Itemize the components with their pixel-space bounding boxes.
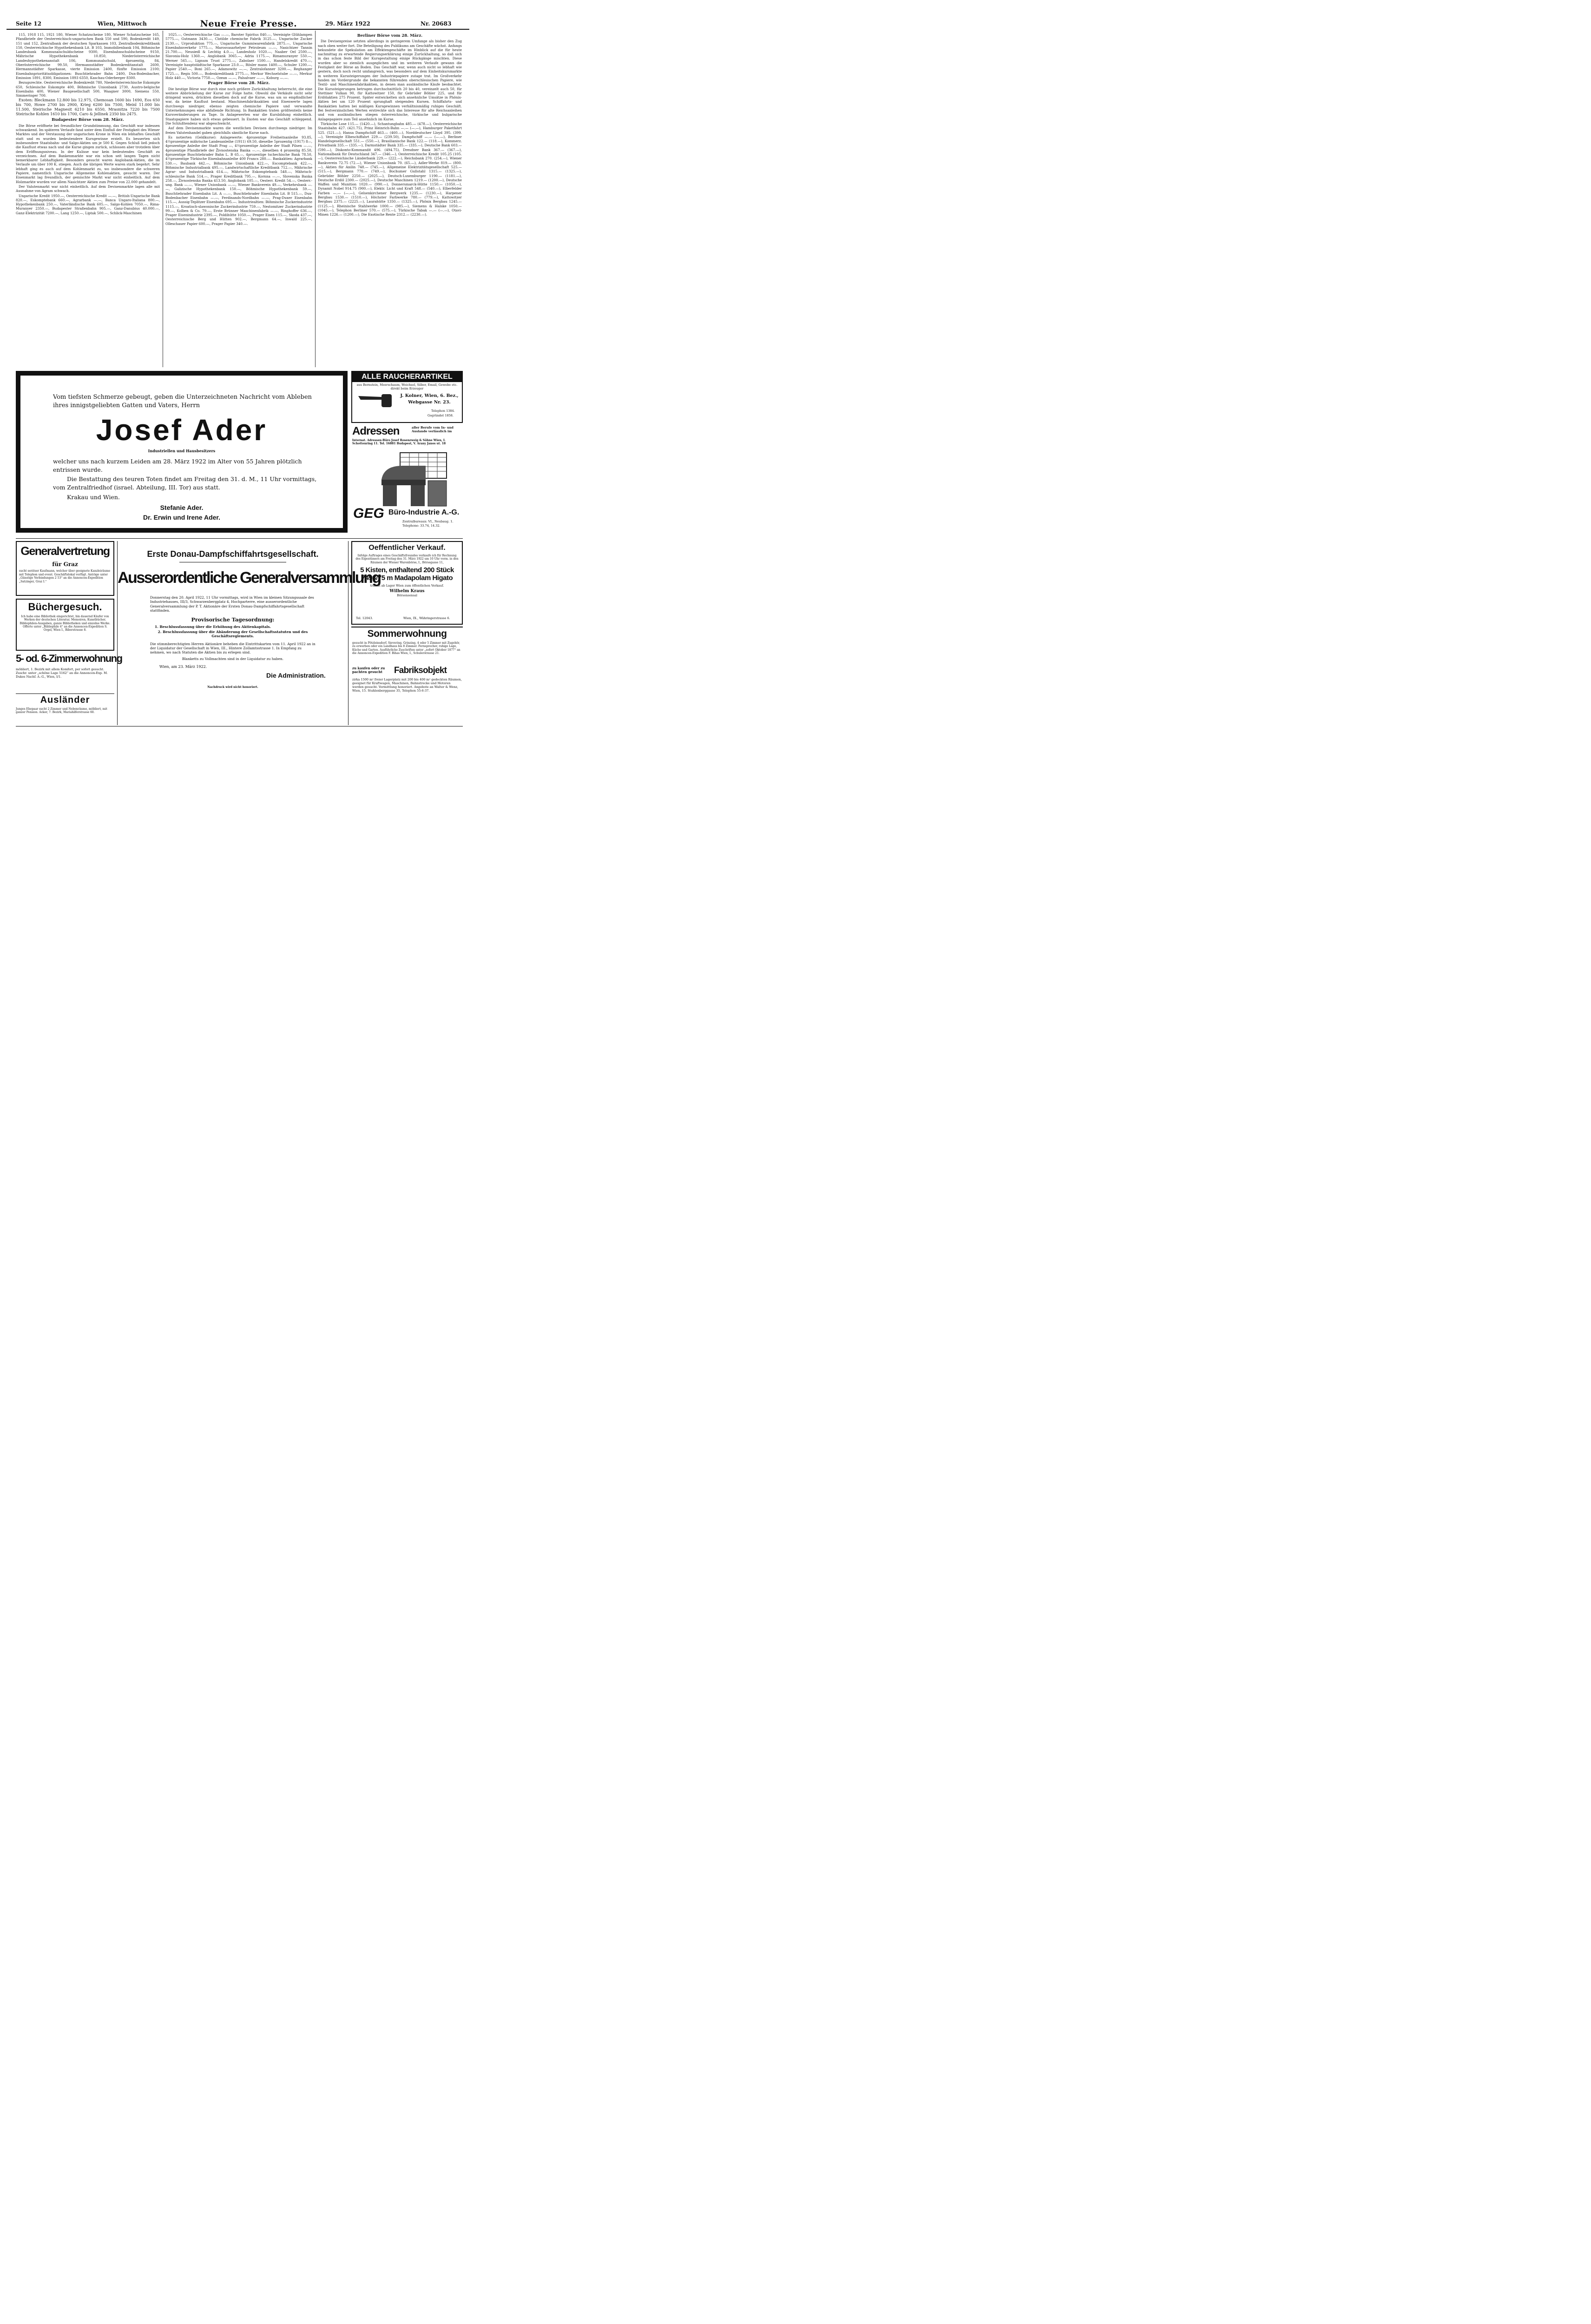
auslaender-body: Junges Ehepaar sucht 2 Zimmer und Nebenräume, möbliert, mit ganzer Pension. Acker, 7. Bezirk, Mariahilferstrasse 60. [16,707,107,714]
obituary-place: Krakau und Wien. [67,494,120,501]
verkauf-big-1: 5 Kisten, enthaltend 200 Stück [360,566,454,574]
raucher-tel: Telephon 1384. [431,409,455,413]
issue-number: Nr. 20683 [421,20,452,27]
geg-addr: Zentralbureaux: VI., Neubaug. 1. [402,520,454,523]
ad-auslaender [16,693,114,723]
column-divider [315,31,316,367]
obituary-intro: Vom tiefsten Schmerze gebeugt, geben die Unterzeichneten Nachricht vom Ableben ihres innigstgeliebten Gatten und Vaters, Herrn [53,394,312,409]
generalvertretung-city: für Graz [52,561,78,568]
ddsg-blanketts: Blanketts zu Vollmachten sind in der Liquidatur zu haben. [182,656,284,661]
adressen-title: Adressen [352,425,400,437]
ddsg-date: Wien, am 23. März 1922. [159,664,207,669]
sommer-title: Sommerwohnung [351,627,463,640]
deceased-title: Industriellen und Hausbesitzers [148,449,216,453]
ad-raucherartikel [351,371,463,423]
ad-sommerwohnung [351,627,463,725]
geg-tel: Telephone: 33.74, 14.32. [402,524,440,528]
raucher-sub: aus Bernstein, Meerschaum, Weichsel, Silber, Email, Gewebe etc. direkt beim Erzeuger [356,383,458,390]
ddsg-signature: Die Administration. [266,671,326,679]
prague-quotes: Es notierten (Geldkurse): Anlagewerte: 4prozentige Freiheitsanleihe 93.85, 4½prozentige mährische Landesanleihe (1911) 69.50, dieselbe 5prozentig (1917) 8—, 4prozentige Anleihe der Stadt Prag —, 4½prozentige Anleihe der Stadt Pilsen —.—, 4prozentige Pfandbriefe der Živnostenska Banka —.—, dieselben 4 prozentig 85.50, 4prozentige Buschtiehrader Bahn L. B 65.—, 4prozentige tschechische Bank 78.50, 4½prozentige Türkische Eisenbahnanleihe 400 Francs 280.—. Bankaktien: Agrarbank 530.—, Baubank 442.—, Böhmische Unionbank 422.—, Escomptebank 422.—, Böhmische Industrialbank 495.—, Landwirtschaftliche Kreditbank 712.—, Mährische Agrar- und Industrialbank 614.—, Mährische Eskomptebank 548.—, Mährisch-schlesische Bank 514.—, Prager Kreditbank 795.—, Kornna —.—, Slovenska Banka 258.—, Živnostenska Banka 413.50, Anglobank 105.—, Oesterr. Kredit 54.—, Oesterr.-ung. Bank —.—, Wiener Unionbank —.—, Wiener Bankverein 49.—, Verkehrsbank —.—, Galizische Hypothekenbank 150.—, Böhmische Hypothekenbank 59.—, Buschtiehrader Eisenbahn Lit. A —.—, Buschtiehrader Eisenbahn Lit. B 515.—, Dux-Bodenbacher Eisenbahn —.—, Ferdinands-Nordbahn —.—, Prag-Duxer Eisenbahn 115.—, Aussig-Teplitzer Eisenbahn 695.—. Industriealtien: Böhmische Zuckerindustrie 1115.—, Kroatisch-slawonische Zuckerindustrie 759.—, Nestomitzer Zuckerindustrie 99.—, Kolben & Co. 79.—, Erste Brünner Maschinenfabrik —.—, Ringhoffer 636.—, Prager Eisenindustrie 2395.—, Poldihütte 1050.—, Prager Eisen 115.—, Skoda 437.—, Oesterreichische Berg und Hütten 902.—, Bergmann 64.—, Inwald 225.—, Olleschauer Papier 600.—, Prager Papier 340.—. [165,135,312,226]
fabrik-body: zirka 1500 m² freier Lagerplatz mit 200 bis 400 m² gedeckten Räumen, geeignet für Kraftwagen, Maschinen, Bahnstrecke und Motoren werden gesucht. Vermittlung honoriert. Angebote an Walter & Wenz, Wien, 15. Stuhlenberggasse 35, Telephon 55-6-37. [352,678,462,693]
verkauf-intro: Infolge Auftrages eines Geschäftsfreundes verkaufe ich für Rechnung des Eigentümers am Freitag den 31. März 1922 um 10 Uhr vorm. in den Räumen der Wiener Warenbörse, I., Börsegasse 11, [355,554,459,564]
funeral-text: Die Bestattung des teuren Toten findet am Freitag den 31. d. M., 11 Uhr vormittags, vom Zentralfriedhof (israel. Abteilung, III. Tor) aus statt. [53,475,317,491]
prague-devisen: Auf dem Devisenmarkte waren die westlichen Devisen durchwegs niedriger. Im freien Valutenhandel gaben gleichfalls sämtliche Kurse nach. [165,126,312,135]
wohnung-body: möbliert, 1. Bezirk mit allem Komfort, per sofort gesucht. Zuschr. unter „schöne Lage 5162“ an die Annoncen-Exp. M. Dukes Nachf. A.-G., Wien, I/1. [16,667,108,679]
column-budapest-prague [165,33,312,366]
ddsg-intro: Donnerstag den 20. April 1922, 11 Uhr vormittags, wird in Wien im kleinen Sitzungssaale des Industriehauses, III/3, Schwarzenbergplatz 4, Hochparterre, eine ausserordentliche Generalversammlung der P. T. Aktionäre der Ersten Donau-Dampfschiffahrtsgesellschaft stattfinden. [150,595,314,613]
prague-heading: Prager Börse vom 28. März. [208,81,270,86]
buecher-title: Büchergesuch. [28,601,102,613]
berlin-quotes: Türkische Lose 115.— (1420.—), Schantungbahn 485.— (478.—), Oesterreichische Staatsbahn 427. (421.75), Prinz Heinrich-Bahn —.— (—.—), Hamburger Paketfahrt 525. (521.—), Hansa Dampfschiff 463.— (460.—), Norddeutscher Lloyd 395. (399.—), Vereinigte Elbeschiffahrt 229.— (239.50), Dampfschiff —.— (—.—), Berliner Handelsgesellschaft 551.— (550.—), Brasilianische Bank 122.— (118.—), Kommerz. Privatbank 335.— (335.—), Darmstädter Bank 335.— (335.—), Deutsche Bank 603.— (590.—), Diskonto-Kommandit 496. (494.75), Dresdner Bank 367.— (367.—), Nationalbank für Deutschland 347.— (346.—), Oesterreichische Kredit 105.25 (105.—), Oesterreichische Länderbank 229.— (222.—), Reichsbank 270. (254.—), Wiener Bankverein 72.75 (72.—), Wiener Unionbank 70. (65.—), Adler-Werke 819.— (800.—), Aktien für Anilin 748.— (745.—), Allgemeine Elektrizitätsgesellschaft 525.— (515.—), Bergmann 770.— (749.—), Bochumer Gußstahl 1315.— (1325.—), Gebrüder Böhler 2250.— (2025.—), Deutsch-Luxemburger 1190.— (1181.—), Deutsche Erdöl 2300.— (2025.—), Deutsche Maschinen 1219.— (1200.—), Deutsche Waffen und Munition 1020.— (990.—), Donnersmarck-Hütte 1150.— (1050.—), Dynamit Nobel 914.75 (900.—), Elektr. Licht und Kraft 548.— (540.—), Elberfelder Farben —.— (—.—), Gelsenkirchener Bergwerk 1235.— (1230.—), Harpener Bergbau 1530.— (1510.—), Höchster Farbwerke 780.— (779.—), Kattowitzer Bergbau 2375.— (2225.—), Laurahütte 1350.— (1325.—), Phönix Bergbau 1245.— (1125.—), Rheinische Stahlwerke 1000.— (985.—), Siemens & Halske 1050.— (1045.—), Telephon Berliner 570.— (575.—), Türkische Tabak —.— (—.—), Otavi-Minen 1226.— (1200.—), Die Exotische Rente 2312.— (2230.—). [318,121,462,217]
verkauf-sub: Börsensensal [397,594,417,598]
generalvertretung-body: sucht seriöser Kaufmann, welcher über geeignete Kanzleiräume mit Telephon und event. Geschäftslokal verfügt. Anträge unter „Günstige Verbindungen 2 53“ an die Annoncen-Expedition „Satzinger, Graz I.“ [19,569,111,583]
buecher-body: Ich habe eine Bibliothek eingerichtet, bin dauernd Käufer von Werken der deutschen Literatur, Memoiren, Kunstbücher, Bibliophilen-Ausgaben, ganze Bibliotheken und einzelne Werke. Offerte unter „Bibliophile 4“ an die Annoncen-Expedition S. Orgel, Wien I., Biberstrasse 8. [20,615,111,632]
verkauf-firm: Wilhelm Kraus [389,589,425,594]
sommer-body: gesucht in Pötzleinsdorf, Sievering, Grinzing, 4 oder 5 Zimmer mit Zugehör, zu erwerben oder ein Landhaus bis 8 Zimmer. Fernsprecher, ruhige Lage, Küche und Garten. Ausführliche Zuschriften unter „sofort Oktober 1877“ an die Annoncen-Expedition F. Bihas Wien, I., Schulerstrasse 21. [352,641,460,655]
berlin-heading: Berliner Börse vom 28. März. [357,33,423,38]
ddsg-agenda-title: Provisorische Tagesordnung: [191,616,275,623]
raucher-founded: Gegründet 1858. [427,414,454,417]
budapest-heading: Budapester Börse vom 28. März. [52,118,124,123]
generalvertretung-title: Generalvertretung [20,545,110,558]
ad-geg-buero [351,450,463,536]
issue-date: 29. März 1922 [325,20,370,27]
wohnung-title: 5- od. 6-Zimmerwohnung [16,653,122,664]
budapest-quotes-cont: 1025.—, Oesterreichische Gas —.—, Baroter Spiritus 840.—, Vereinigte Glühlampen 5775.—, Gutmann 3430.—, Clotilde chemische Fabrik 3125.—, Ungarische Zucker 2130.—, Urproduktion 775.—, Ungarische Gummiwarenfabrik 2875.—, Ungarische Eisenbahnverkehr 1775.—, Marosvasarhelyer Petroleum —.—, Nasichtzer Tannin 21.700.—, Neusiedl & Lechtig 4.0.—, Landesholz 1020.—, Naaber Oel 2500.—, Slavonia-Holz 1360.—, Anglobank 3065.—, Adria 1175.—, Rimamuranyer 550.—, Werner 565.—, Lignum Trust 2775.—, Zabolaer 1500.—, Handelskredit 470.—, Vereinigte hauptstädtische Sparkasse 23.0.—, Rösler mann 1400.—, Schuler 1200.—, Papier 2540.—, Boni 265.—, Adamowitz —.—, Zentralofanner 3200.—, Reghanger 1725.—, Regis 500.—, Bodenkreditbank 2775.—, Merkur Wechselstube —.—, Merkur Holz 440.—, Victoria 7750.—, Ozean —.—, Palsalvaer —.—, Koburg —.—. [165,33,312,80]
ddsg-footnote: Nachdruck wird nicht honoriert. [207,685,258,689]
signature-children: Dr. Erwin und Irene Ader. [143,514,220,521]
raucher-title: ALLE RAUCHERARTIKEL [352,372,462,382]
verkauf-transit: transit ab Lager Wien zum öffentlichen Verkauf. [370,584,444,588]
berlin-report: Die Devisenpreise setzten allerdings in geringerem Umfange als bisher den Zug nach oben weiter fort. Die Beteiligung des Publikums am Geschäfte wächst. Anfangs bekundete die Spekulation am Effektengeschäfte im Hinblick auf die für heute nachmittag zu erwartende Regierungserklärung einige Zurückhaltung, so daß sich in das schon feste Bild der Kursgestaltung einige Rückgänge mischten. Diese wurden aber so ziemlich ausgeglichen und im weiteren Verlaufe gewann die Festigkeit der Börse an Boden. Das Geschäft war, wenn auch nicht so lebhaft wie gestern, doch noch recht umfangreich, was besonders auf dem Einheitskursmarkte in weiteren Kurssteigerungen der Industriepapiere zutage trat. Im Großverkehr fanden im Vordergrunde die bekannten führenden oberschlesischen Papiere, wie Textil- und Maschinenfabrikaktien, in denen man ausländische Käufe beobachtet. Die Kurssteigerungen betrugen durchschnittlich 20 bis 40, vereinzelt auch 50, für Stettiner Vulkan 90, für Kattowitzer 150, für Gebrüder Böhler 225, und für Erdölaktien 275 Prozent. Später entwickelten sich ansehnliche Umsätze in Phönix-Aktien bei um 120 Prozent sprunghaft steigenden Kursen. Schiffahrts- und Bankaktien hatten bei mäßigen Kursgewinnen verhältnismäßig ruhiges Geschäft. Bei festverzinslichen Werten erstreckte sich das Interesse für alte Reichsanleihen und von ausländischen stiegen österreichische, türkische und bulgarische Anlagepapiere zum Teil ansehnlich im Kurse. [318,39,462,121]
adressen-side: aller Berufe vom In- und Auslande verlässlich im [412,426,454,433]
budapest-valuta: Der Valutenmarkt war nicht einheitlich. Auf dem Devisenmarkte lagen alle mit Ausnahme von Agram schwach. [16,184,160,193]
ad-generalvertretung [16,541,114,596]
budapest-report: Die Börse eröffnete bei freundlicher Grundstimmung, das Geschäft war indessen schwankend. Im späteren Verlaufe fand unter dem Einfluß der Festigkeit des Wiener Marktes und der Verstauung der ungarischen Krone in Wien ein lebhaftes Geschäft statt und es wurden bedeutendere Kursgewinne erzielt. Es besserten sich insbesondere Staatsbahn- und Salgo-Aktien um je 500 K. Gegen Schluß ließ jedoch die Kauflust etwas nach und die Kurse gingen zurück, schlossen aber trotzdem über dem Eröffnungsniveau. In der Kulisse war kein bedeutendes Geschäft zu verzeichnen. Auf dem Bankenmarkte war ein schon seit langen Tagen nicht bemerkbarer Lebhaftigkeit. Besonders gesucht waren Anglobank-Aktien, die im Verlaufe um über 100 K. stiegen. Auch die übrigen Werte waren stark begehrt. Sehr lebhaft ging es auch auf dem Kohlenmarkt zu, wo insbesondere die schweren Papiere, namentlich Ungarische Allgemeine Kohlenaktien, gesucht waren. Der Eisenmarkt lag freundlich, der gemischte Markt war nicht einheitlich. Auf dem Holzmarkte wurden vor allem Nasichtzer Aktien zum Preise von 22.000 gehandelt. [16,123,160,184]
ddsg-agenda-item-1: 1. Beschlussfassung über die Erhöhung des Aktienkapitals. [155,624,271,629]
verkauf-tel: Tel. 12043. [356,616,373,620]
column-vienna-budapest [16,33,160,366]
exoten: Exoten: Bleckmann 12.800 bis 12.975, Chemosan 1600 bis 1690, Eos 650 bis 700, Howe 2700 bis 2900, Krieg 6200 bis 7500, Meinl 11.000 bis 11.500, Steirische Magnesit 6210 bis 6550, Mrasnitza 7220 bis 7500 Steirische Kohlen 1610 bis 1700, Caro & Jellinek 2350 bis 2475. [16,98,160,117]
budapest-quotes: Ungarische Kredit 1950.—, Oesterreichische Kredit —.—, British-Ungarische Bank 820.—, Eskomptebank 660.—, Agrarbank —.—, Banca Ungaro-Italiana 800.—, Hypothekenbank 250.—, Vaterländische Bank 605.—, Salgo-Kohlen 7050.—, Rima-Muranyer 2350.—, Budapester Straßenbahn 905.—, Ganz-Danubius 40.000.—, Ganz-Elektrizität 7200.—, Lang 1250.—, Liptak 500.—, Schlick-Maschinen [16,193,160,215]
page-number: Seite 12 [16,20,41,27]
raucher-street: Webgasse Nr. 23. [408,400,451,405]
obituary-text: welcher uns nach kurzem Leiden am 28. März 1922 im Alter von 55 Jahren plötzlich entrissen wurde. [53,458,302,473]
verkauf-big-2: 7493/75 m Madapolam Higato [361,574,453,582]
geg-logo: GEG [353,506,384,521]
ddsg-title: Ausserordentliche Generalversammlung [118,569,381,587]
signature-widow: Stefanie Ader. [160,504,204,511]
pipe-icon [356,390,398,409]
bezugsrechte: Bezugsrechte. Oesterreichische Bodenkredit 780, Niederösterreichische Eskompte 650, Schlesische Eskompte 400, Böhmische Unionbank 2730, Austro-belgische Eisenbahn 400, Wiener Baugesellschaft 500, Waagner 3000, Siemens 550, Simmeringer 700. [16,80,160,98]
column-berlin [318,33,462,366]
vienna-securities: 115, 1918 115, 1921 180, Wiener Schatzscheine 180, Wiener Schatzscheine 165, Pfandbriefe der Oesterreichisch-ungarischen Bank 550 und 590, Bodenkredit 149, 151 und 152, Zentralbank der deutschen Sparkassen 103, Zentralbodenkreditbank 150, Oesterreichische Hypothekenbank Lit. B 103, Immobilienbank 104, Böhmische Landesbank Kommunalschuldscheine 9300, Eisenbahnschuldscheine 9150, Mährische Hypothekenbank 10.850, Niederösterreichische Landeshypothekenanstalt 106, Kommunalschuld, 4prozentig, 84, Oberösterreichische 99.50, Hermannstädter Bodenkreditanstalt 2600, Hermannstädter Sparkasse, vierte Emission 2400, fünfte Emission 2100; Eisenbahnprioritätsobligationen: Buschtiehrader Bahn 2400, Dux-Bodenbacher, Emission 1891, 8300, Emission 1893 6350, Kaschau-Oderberger 8300. [16,33,160,80]
ad-buechergesuch [16,599,114,651]
raucher-firm: J. Kolner, Wien, 6. Bez., [400,393,459,398]
ddsg-agenda-item-2: 2. Beschlussfassung über die Abänderung der Gesellschaftsstatuten und des Geschäftsreglements. [158,629,308,638]
verkauf-title: Oeffentlicher Verkauf. [368,544,446,552]
fabrik-kaufen: zu kaufen oder zu pachten gesucht [352,666,385,674]
ad-adressen [351,425,463,449]
geg-title: Büro-Industrie A.-G. [388,508,460,516]
adressen-body: Internat. Adressen-Büro Josef Rosenzweig & Söhne Wien, I. Schottenring 11. Tel. 16881 Budapest, V. Arany Janos ut. 18 [352,439,446,445]
masthead: Neue Freie Presse. [200,19,297,29]
verkauf-addr: Wien, IX., Währingerstrasse 6. [403,616,450,620]
header-rule [7,29,469,30]
ad-oeffentlicher-verkauf [351,541,463,625]
place-day: Wien, Mittwoch [98,20,147,27]
ddsg-tickets: Die stimmberechtigten Herren Aktionäre beheben die Eintrittskarten vom 11. April 1922 an in der Liquidatur der Gesellschaft in Wien, III., Hintere Zollamtsstrasse 1. In Empfang zu nehmen, wo nach Statuten die Aktien bis zu erlegen sind. [150,641,316,655]
auslaender-title: Ausländer [40,695,90,705]
ddsg-company: Erste Donau-Dampfschiffahrtsgesellschaft. [147,549,319,559]
rolltop-desk-illustration [379,452,449,508]
deceased-name: Josef Ader [96,413,268,447]
section-rule [16,538,463,539]
prague-report: Die heutige Börse war durch eine noch größere Zurückhaltung beherrscht, die eine weitere Abbröckelung der Kurse zur Folge hatte. Obwohl die Verkäufe nicht sehr dringend waren, drückten dieselben doch auf die Kurse, was um so empfindlicher war, da keine Kauflust bestand. Maschinenfabriksaktien und Eisenwerte lagen durchwegs niedriger, ebenso zeigten chemische Papiere und verwandte Unternehmungen eine abfallende Richtung. In Bankaktien traten größtenteils keine Kursveränderungen zu Tage. In Anlagewerten war die Kursbildung einheitlich. Staatspapiere haben sich etwas gebessert. In Exoten war das Geschäft schleppend. Die Schlußtendenz war abgeschwächt. [165,86,312,125]
fabrik-title: Fabriksobjekt [394,666,447,675]
obituary-notice [16,371,348,533]
ad-zimmerwohnung [16,653,122,691]
